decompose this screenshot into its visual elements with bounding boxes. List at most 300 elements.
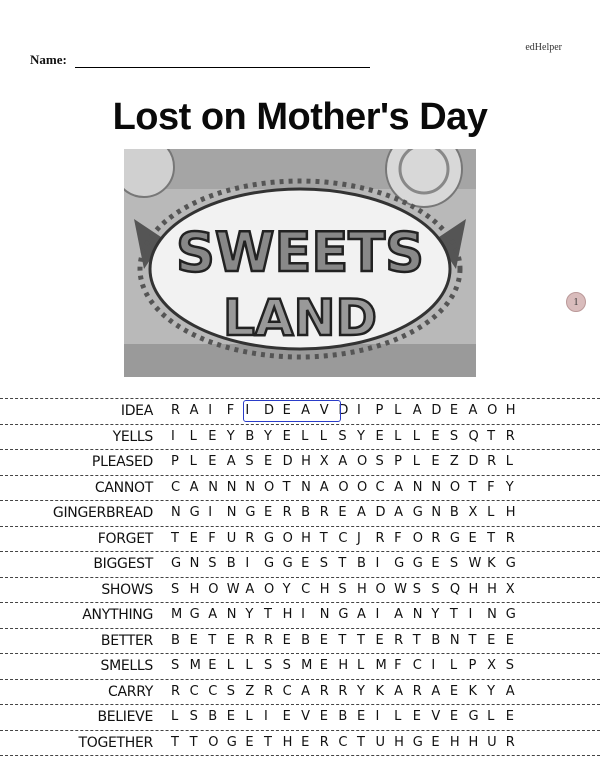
letter-cell: F	[394, 658, 402, 673]
letter-cell: R	[245, 632, 255, 648]
letter-cell: I	[431, 658, 436, 673]
letter-cell: H	[505, 505, 516, 520]
letter-cell: A	[208, 607, 218, 622]
word-label: CARRY	[108, 683, 153, 700]
letter-cell: N	[412, 607, 423, 622]
letter-cell: E	[282, 709, 291, 724]
letter-cell: E	[449, 683, 459, 699]
letter-cell: M	[301, 658, 313, 673]
letter-cell: I	[208, 505, 213, 520]
letter-cell: E	[208, 428, 217, 444]
letter-cell: T	[208, 632, 217, 648]
letter-sequence	[171, 531, 524, 546]
letter-cell: T	[189, 734, 198, 750]
letter-cell: E	[431, 556, 440, 571]
letter-cell: D	[468, 454, 479, 469]
word-label: FORGET	[97, 530, 153, 547]
letter-cell: G	[394, 556, 405, 571]
letter-cell: T	[487, 428, 496, 444]
letter-cell: C	[375, 479, 385, 495]
letter-cell: G	[338, 607, 349, 622]
letter-sequence	[171, 709, 524, 724]
letter-cell: C	[189, 683, 199, 699]
letter-cell: G	[171, 556, 182, 571]
letter-cell: A	[338, 454, 348, 469]
letter-cell: O	[487, 403, 498, 418]
letter-cell: C	[208, 683, 218, 699]
letter-cell: R	[319, 734, 329, 750]
letter-cell: A	[356, 607, 366, 622]
puzzle-row	[0, 653, 600, 679]
letter-cell: L	[189, 428, 197, 444]
puzzle-row	[0, 424, 600, 450]
letter-cell: C	[412, 658, 422, 673]
letter-cell: N	[431, 505, 442, 520]
letter-cell: E	[282, 428, 291, 444]
letter-cell: G	[468, 709, 479, 724]
letter-cell: L	[394, 709, 402, 724]
letter-cell: R	[505, 428, 515, 444]
letter-cell: L	[487, 709, 495, 724]
letter-cell: T	[263, 734, 272, 750]
letter-cell: O	[208, 581, 219, 597]
page-title: Lost on Mother's Day	[112, 96, 488, 138]
image-word-sweets: SWEETS	[176, 221, 424, 284]
letter-sequence	[171, 454, 524, 469]
letter-cell: T	[487, 530, 496, 546]
letter-cell: S	[505, 658, 514, 673]
letter-cell: X	[487, 658, 496, 673]
letter-sequence	[171, 684, 524, 699]
letter-cell: C	[301, 581, 311, 597]
letter-cell: L	[412, 454, 420, 469]
letter-cell: K	[375, 683, 385, 699]
letter-cell: Z	[245, 683, 255, 699]
letter-cell: R	[319, 505, 329, 520]
letter-cell: M	[189, 658, 201, 673]
letter-cell: N	[301, 479, 311, 495]
letter-cell: O	[375, 581, 386, 597]
letter-cell: G	[505, 607, 516, 622]
letter-cell: A	[189, 403, 199, 418]
letter-cell: E	[431, 734, 440, 750]
letter-cell: A	[301, 403, 311, 418]
puzzle-row	[0, 449, 600, 475]
letter-cell: K	[468, 683, 478, 699]
letter-cell: E	[375, 632, 384, 648]
letter-cell: V	[301, 709, 311, 724]
letter-cell: C	[282, 683, 292, 699]
name-line[interactable]	[75, 55, 370, 68]
letter-cell: O	[338, 479, 349, 495]
letter-cell: P	[394, 454, 402, 469]
letter-cell: N	[208, 479, 218, 495]
letter-cell: H	[319, 581, 330, 597]
letter-sequence	[171, 429, 524, 444]
letter-cell: R	[394, 632, 404, 648]
letter-cell: H	[338, 658, 349, 673]
letter-cell: H	[282, 607, 293, 622]
word-label: IDEA	[120, 403, 153, 419]
letter-sequence	[171, 607, 524, 622]
letter-cell: L	[245, 709, 253, 724]
letter-cell: E	[468, 530, 477, 546]
letter-cell: R	[505, 530, 515, 546]
letter-cell: V	[431, 709, 441, 724]
letter-cell: I	[171, 428, 175, 444]
letter-cell: O	[412, 530, 423, 546]
letter-cell: L	[245, 658, 253, 673]
letter-cell: G	[449, 530, 460, 546]
puzzle-row	[0, 602, 600, 628]
letter-cell: A	[301, 683, 311, 699]
letter-cell: R	[319, 683, 329, 699]
letter-cell: R	[505, 734, 515, 750]
letter-cell: G	[263, 556, 275, 571]
letter-cell: S	[282, 658, 291, 673]
letter-cell: T	[171, 530, 179, 546]
letter-cell: R	[338, 683, 348, 699]
letter-cell: X	[319, 454, 329, 469]
letter-cell: B	[338, 709, 348, 724]
letter-cell: T	[468, 632, 477, 648]
letter-cell: Y	[356, 683, 365, 699]
letter-cell: E	[208, 454, 217, 469]
letter-cell: W	[226, 581, 240, 597]
letter-cell: S	[208, 556, 217, 571]
letter-sequence	[171, 735, 524, 750]
letter-cell: E	[189, 632, 198, 648]
letter-cell: E	[282, 403, 291, 418]
letter-cell: N	[412, 479, 423, 495]
letter-cell: B	[301, 632, 311, 648]
letter-cell: X	[505, 581, 515, 597]
letter-cell: A	[394, 505, 404, 520]
letter-cell: U	[226, 530, 237, 546]
word-label: TOGETHER	[78, 734, 153, 751]
letter-cell: I	[375, 709, 380, 724]
puzzle-row	[0, 475, 600, 501]
letter-cell: S	[449, 556, 459, 571]
letter-cell: Y	[263, 428, 272, 444]
letter-cell: T	[449, 607, 458, 622]
letter-cell: N	[226, 607, 237, 622]
word-label: ANYTHING	[82, 607, 153, 623]
letter-cell: E	[226, 632, 235, 648]
letter-cell: L	[394, 403, 402, 418]
letter-cell: S	[171, 658, 180, 673]
letter-cell: G	[505, 556, 516, 571]
letter-cell: L	[487, 505, 495, 520]
puzzle-row	[0, 398, 600, 424]
letter-cell: D	[338, 403, 349, 418]
letter-cell: M	[375, 658, 387, 673]
letter-cell: I	[263, 709, 268, 724]
letter-cell: Q	[449, 581, 461, 597]
letter-cell: N	[487, 607, 497, 622]
word-label: GINGERBREAD	[52, 505, 153, 521]
letter-cell: A	[319, 479, 329, 495]
letter-cell: E	[505, 709, 514, 724]
letter-cell: R	[263, 632, 274, 648]
letter-cell: G	[412, 734, 423, 750]
letter-cell: L	[171, 709, 179, 724]
letter-cell: A	[394, 479, 404, 495]
letter-cell: B	[226, 556, 236, 571]
letter-cell: A	[189, 479, 199, 495]
letter-cell: B	[208, 709, 218, 724]
letter-cell: I	[356, 403, 361, 418]
letter-cell: E	[189, 530, 198, 546]
letter-cell: F	[487, 479, 495, 495]
letter-cell: S	[245, 454, 254, 469]
letter-cell: E	[338, 505, 347, 520]
letter-cell: C	[338, 734, 348, 750]
letter-cell: T	[263, 607, 272, 622]
letter-cell: T	[282, 479, 291, 495]
letter-cell: E	[505, 632, 514, 648]
letter-cell: H	[468, 734, 479, 750]
word-label: BIGGEST	[93, 556, 153, 572]
letter-cell: G	[189, 505, 200, 520]
letter-cell: T	[338, 632, 347, 648]
word-label: SMELLS	[100, 658, 153, 674]
letter-cell: N	[431, 479, 442, 495]
letter-cell: T	[319, 530, 328, 546]
letter-cell: L	[226, 658, 235, 673]
letter-cell: E	[449, 709, 459, 724]
letter-cell: T	[468, 479, 477, 495]
letter-cell: A	[431, 683, 441, 699]
letter-cell: R	[282, 505, 292, 520]
letter-cell: R	[263, 683, 274, 699]
letter-cell: D	[263, 403, 274, 418]
letter-cell: H	[301, 530, 311, 546]
letter-cell: Y	[487, 683, 496, 699]
letter-cell: T	[338, 556, 347, 571]
letter-cell: D	[282, 454, 293, 469]
letter-cell: S	[449, 428, 459, 444]
letter-cell: D	[431, 403, 442, 418]
letter-cell: A	[394, 683, 404, 699]
letter-cell: N	[171, 505, 181, 520]
letter-cell: B	[245, 428, 255, 444]
letter-cell: R	[171, 683, 181, 699]
letter-cell: X	[468, 505, 478, 520]
page-number-badge: 1	[566, 292, 586, 312]
letter-cell: I	[375, 556, 380, 571]
letter-cell: P	[468, 658, 477, 673]
letter-cell: J	[356, 530, 361, 546]
letter-cell: A	[412, 403, 422, 418]
letter-cell: S	[189, 709, 198, 724]
letter-cell: U	[375, 734, 386, 750]
letter-cell: L	[301, 428, 309, 444]
letter-cell: S	[263, 658, 273, 673]
letter-cell: H	[356, 581, 367, 597]
letter-cell: R	[245, 530, 255, 546]
letter-cell: G	[189, 607, 200, 622]
letter-cell: E	[226, 709, 235, 724]
letter-cell: Y	[226, 428, 235, 444]
letter-cell: Q	[468, 428, 479, 444]
letter-sequence	[171, 505, 524, 520]
word-highlight-box	[243, 400, 341, 422]
letter-cell: R	[487, 454, 497, 469]
letter-cell: N	[319, 607, 330, 622]
letter-cell: S	[338, 581, 347, 597]
letter-cell: Y	[356, 428, 365, 444]
letter-cell: T	[171, 734, 179, 750]
letter-cell: O	[263, 479, 275, 495]
letter-cell: E	[263, 454, 273, 469]
letter-cell: G	[412, 505, 423, 520]
letter-cell: S	[338, 428, 347, 444]
letter-cell: E	[431, 454, 440, 469]
letter-cell: L	[449, 658, 458, 673]
letter-cell: G	[245, 505, 256, 520]
letter-cell: E	[356, 709, 366, 724]
letter-cell: H	[189, 581, 200, 597]
letter-cell: S	[412, 581, 421, 597]
letter-sequence	[171, 403, 524, 418]
letter-cell: R	[375, 530, 385, 546]
sweets-land-illustration	[124, 149, 476, 377]
letter-cell: R	[431, 530, 441, 546]
letter-cell: N	[245, 479, 256, 495]
letter-cell: L	[319, 428, 327, 444]
letter-cell: T	[356, 632, 365, 648]
letter-sequence	[171, 658, 524, 673]
letter-cell: E	[319, 632, 328, 648]
letter-cell: H	[449, 734, 460, 750]
letter-cell: W	[394, 581, 407, 597]
letter-cell: E	[319, 658, 328, 673]
letter-cell: H	[487, 581, 497, 597]
puzzle-row	[0, 679, 600, 705]
letter-cell: I	[208, 403, 213, 418]
letter-cell: Y	[245, 607, 254, 622]
letter-cell: E	[319, 709, 328, 724]
letter-cell: B	[449, 505, 459, 520]
letter-cell: A	[226, 454, 236, 469]
letter-cell: C	[338, 530, 348, 546]
letter-cell: G	[412, 556, 423, 571]
puzzle-row	[0, 704, 600, 730]
letter-cell: S	[171, 581, 180, 597]
letter-cell: P	[171, 454, 179, 469]
letter-cell: N	[226, 479, 237, 495]
letter-cell: A	[505, 683, 515, 699]
letter-cell: G	[282, 556, 293, 571]
letter-cell: Y	[282, 581, 291, 597]
letter-cell: A	[245, 581, 255, 597]
letter-cell: L	[505, 454, 513, 469]
letter-cell: T	[356, 734, 365, 750]
letter-cell: A	[468, 403, 478, 418]
letter-cell: N	[449, 632, 460, 648]
word-label: CANNOT	[94, 479, 153, 496]
puzzle-row	[0, 500, 600, 526]
letter-cell: R	[171, 403, 181, 418]
letter-cell: L	[189, 454, 197, 469]
letter-cell: D	[375, 505, 386, 520]
letter-cell: I	[245, 403, 250, 418]
letter-cell: H	[505, 403, 516, 418]
letter-cell: O	[263, 581, 275, 597]
letter-cell: Y	[431, 607, 440, 622]
name-field-row	[30, 52, 370, 68]
letter-cell: B	[431, 632, 441, 648]
letter-sequence	[171, 556, 524, 571]
letter-cell: R	[412, 683, 422, 699]
letter-cell: P	[375, 403, 384, 418]
letter-sequence	[171, 582, 524, 597]
letter-cell: U	[487, 734, 497, 750]
word-label: BELIEVE	[97, 709, 153, 725]
letter-cell: C	[171, 479, 181, 495]
letter-cell: B	[356, 556, 366, 571]
letter-cell: N	[226, 505, 237, 520]
letter-cell: L	[394, 428, 402, 444]
puzzle-row	[0, 551, 600, 577]
letter-cell: E	[375, 428, 384, 444]
letter-cell: B	[171, 632, 180, 648]
image-word-land: LAND	[223, 289, 377, 347]
word-label: SHOWS	[101, 581, 153, 598]
letter-cell: M	[171, 607, 183, 622]
letter-cell: S	[375, 454, 384, 469]
letter-cell: V	[319, 403, 329, 418]
letter-cell: I	[468, 607, 473, 622]
puzzle-row	[0, 526, 600, 552]
letter-cell: S	[226, 683, 236, 699]
letter-cell: A	[394, 607, 404, 622]
letter-cell: H	[301, 454, 311, 469]
letter-cell: L	[356, 658, 365, 673]
letter-cell: O	[282, 530, 293, 546]
letter-cell: B	[301, 505, 311, 520]
letter-cell: L	[412, 428, 420, 444]
letter-cell: A	[356, 505, 366, 520]
letter-cell: T	[412, 632, 421, 648]
letter-cell: E	[208, 658, 217, 673]
letter-cell: E	[301, 734, 310, 750]
letter-cell: N	[189, 556, 200, 571]
word-label: YELLS	[112, 428, 153, 445]
letter-cell: H	[394, 734, 404, 750]
letter-cell: H	[282, 734, 293, 750]
letter-cell: O	[356, 479, 368, 495]
letter-cell: G	[263, 530, 275, 546]
puzzle-row	[0, 577, 600, 603]
puzzle-row	[0, 628, 600, 654]
word-search-rows	[0, 398, 600, 756]
letter-cell: O	[449, 479, 461, 495]
letter-cell: E	[431, 428, 440, 444]
letter-cell: I	[301, 607, 305, 622]
letter-cell: K	[487, 556, 496, 571]
letter-cell: E	[449, 403, 459, 418]
letter-sequence	[171, 480, 524, 495]
letter-cell: S	[319, 556, 329, 571]
letter-cell: E	[245, 734, 254, 750]
letter-cell: E	[487, 632, 496, 648]
letter-cell: I	[375, 607, 380, 622]
brand-label: edHelper	[525, 42, 562, 53]
letter-cell: W	[468, 556, 482, 571]
letter-sequence	[171, 633, 524, 648]
